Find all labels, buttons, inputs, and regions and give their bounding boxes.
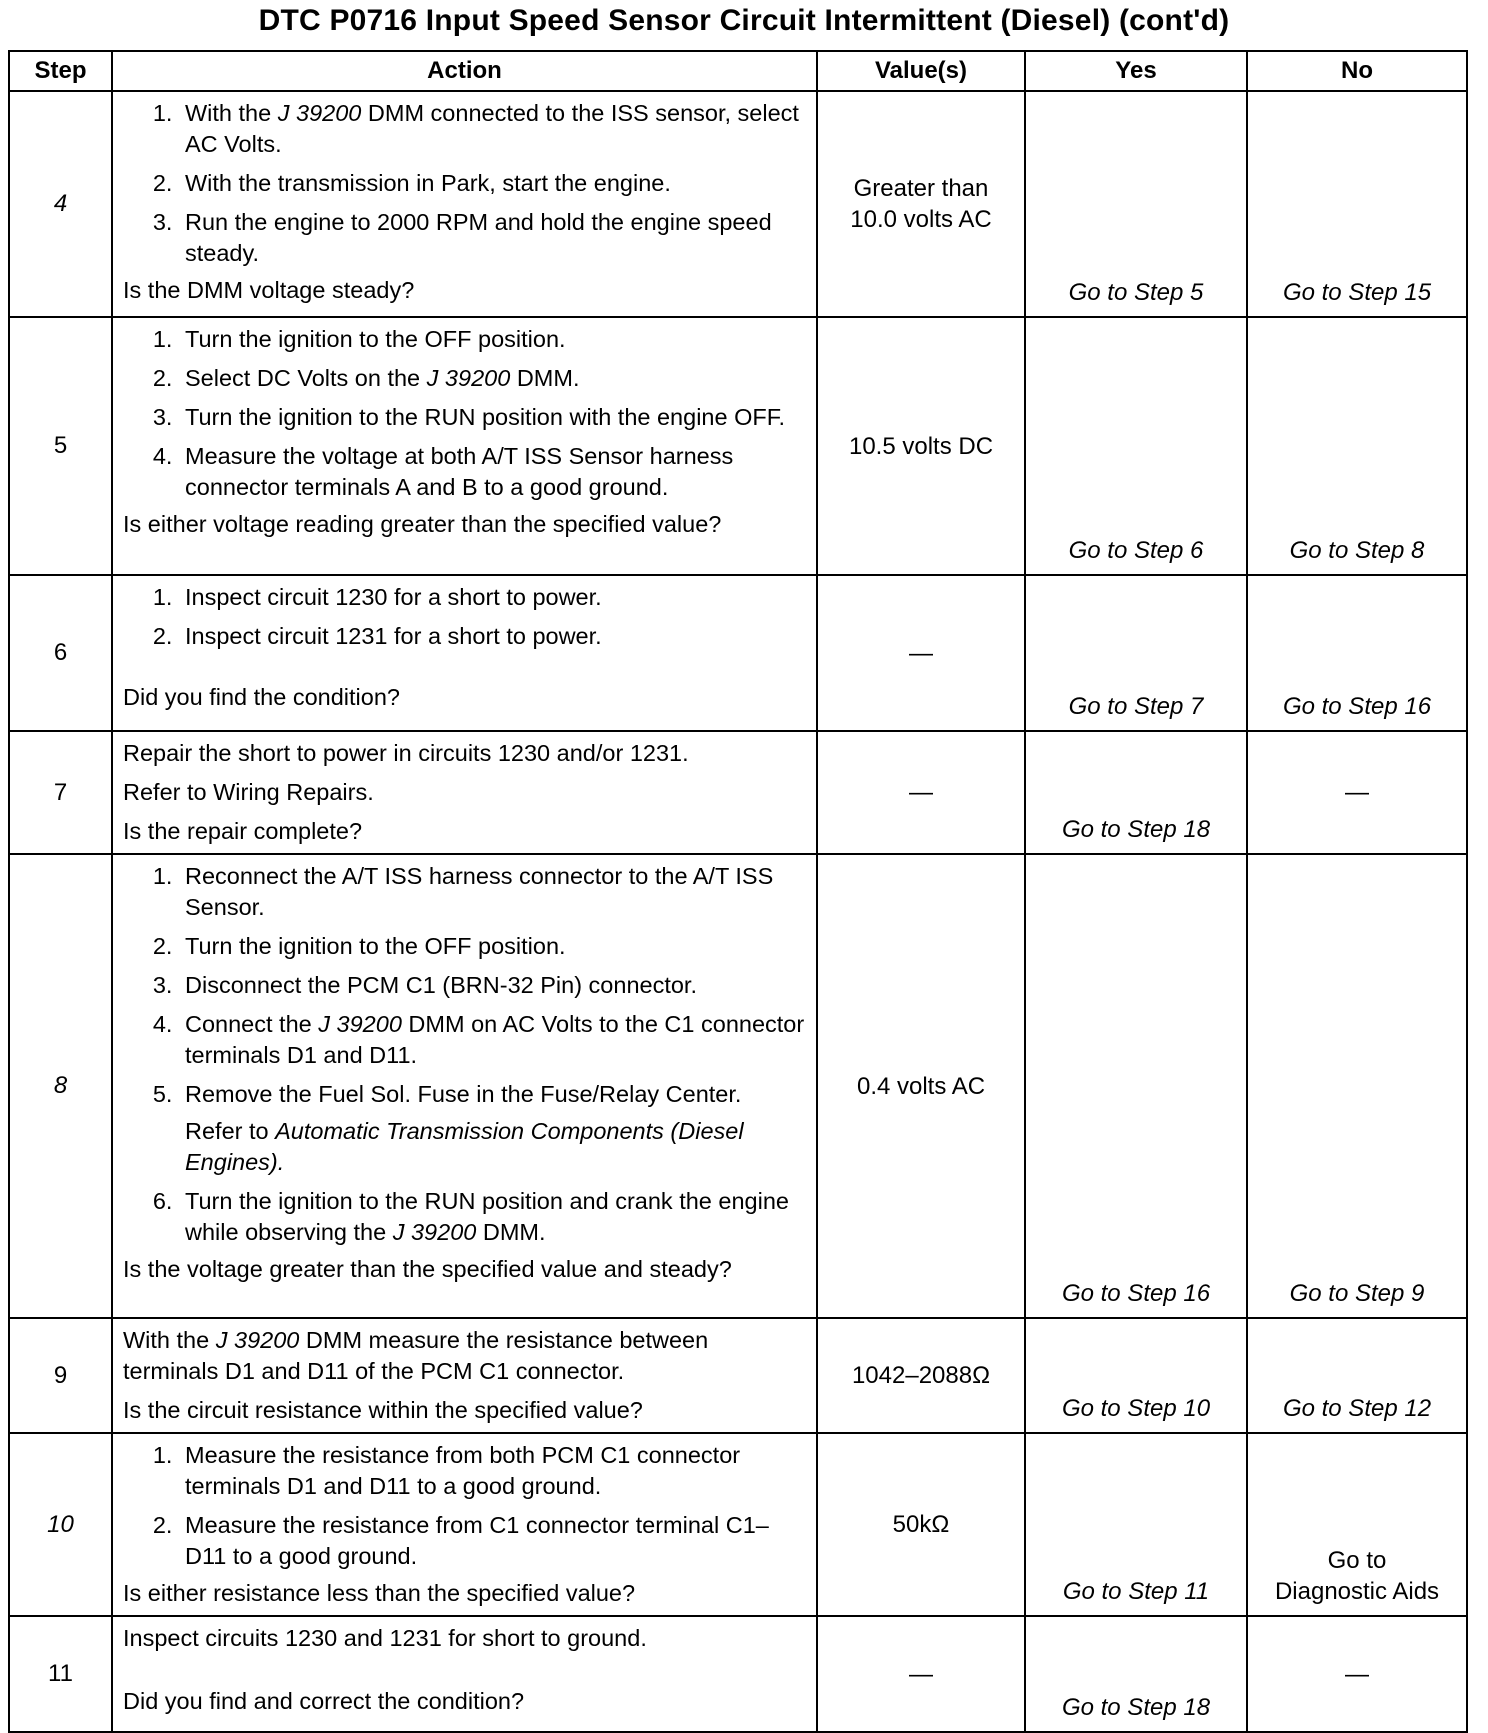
value-cell: —	[817, 1616, 1025, 1732]
yes-cell	[1025, 575, 1247, 731]
action-item: 4. Measure the voltage at both A/T ISS Sensor harness connector terminals A and B to a good ground.	[179, 441, 808, 503]
table-row	[9, 1318, 1467, 1433]
action-cell	[112, 1616, 817, 1732]
action-line: Repair the short to power in circuits 1230 and/or 1231.	[123, 740, 689, 766]
goto-link[interactable]: Go to Step 12	[1282, 1395, 1432, 1422]
action-question: Is the repair complete?	[123, 818, 363, 844]
step-number: 8	[9, 854, 112, 1318]
action-cell	[112, 1318, 817, 1433]
action-item: 1. Inspect circuit 1230 for a short to power.	[179, 582, 808, 613]
action-item: 2. Inspect circuit 1231 for a short to power.	[179, 621, 808, 652]
action-line: Refer to Wiring Repairs.	[123, 779, 374, 805]
no-cell	[1247, 91, 1467, 317]
goto-link[interactable]: Go to Step 8	[1289, 537, 1425, 564]
header-step: Step	[9, 51, 112, 91]
no-cell	[1247, 854, 1467, 1318]
action-item: 2. Measure the resistance from C1 connector terminal C1–D11 to a good ground.	[179, 1510, 808, 1572]
action-item: 4. Connect the J 39200 DMM on AC Volts to the C1 connector terminals D1 and D11.	[179, 1009, 808, 1071]
table-row	[9, 317, 1467, 575]
goto-link[interactable]: Go to Step 7	[1068, 693, 1204, 720]
table-row	[9, 854, 1467, 1318]
action-cell	[112, 91, 817, 317]
action-item: 2. With the transmission in Park, start the engine.	[179, 168, 808, 199]
header-no: No	[1247, 51, 1467, 91]
action-list	[123, 582, 808, 652]
action-item: 1. Reconnect the A/T ISS harness connector to the A/T ISS Sensor.	[179, 861, 808, 923]
action-line: Inspect circuits 1230 and 1231 for short to ground.	[123, 1625, 647, 1651]
goto-link[interactable]: Go to Step 5	[1068, 279, 1204, 306]
goto-link[interactable]: Go to Step 15	[1282, 279, 1432, 306]
no-cell	[1247, 1433, 1467, 1616]
step-number: 11	[9, 1616, 112, 1732]
step-number: 5	[9, 317, 112, 575]
action-item: 6. Turn the ignition to the RUN position and crank the engine while observing the J 39200 DMM.	[179, 1186, 808, 1248]
table-row	[9, 1616, 1467, 1732]
action-cell	[112, 1433, 817, 1616]
step-number: 10	[9, 1433, 112, 1616]
table-row	[9, 731, 1467, 854]
no-cell	[1247, 317, 1467, 575]
goto-link[interactable]: Go to Step 18	[1061, 1694, 1211, 1721]
step-number: 9	[9, 1318, 112, 1433]
yes-cell	[1025, 1616, 1247, 1732]
step-number: 6	[9, 575, 112, 731]
yes-cell	[1025, 854, 1247, 1318]
action-cell	[112, 731, 817, 854]
action-question: Is the DMM voltage steady?	[123, 277, 415, 303]
action-item: 1. Turn the ignition to the OFF position.	[179, 324, 808, 355]
action-cell	[112, 575, 817, 731]
header-action: Action	[112, 51, 817, 91]
yes-cell	[1025, 317, 1247, 575]
step-number: 4	[9, 91, 112, 317]
action-cell	[112, 854, 817, 1318]
action-item: 5. Remove the Fuel Sol. Fuse in the Fuse/Relay Center. Refer to Automatic Transmission Components (Diesel Engines).	[179, 1079, 808, 1178]
action-item: 1. Measure the resistance from both PCM C1 connector terminals D1 and D11 to a good ground.	[179, 1440, 808, 1502]
action-question: Is either voltage reading greater than the specified value?	[123, 511, 722, 537]
action-question: Is the circuit resistance within the specified value?	[123, 1397, 643, 1423]
table-row	[9, 1433, 1467, 1616]
value-cell: 10.5 volts DC	[817, 317, 1025, 575]
yes-cell	[1025, 1318, 1247, 1433]
value-cell: —	[817, 575, 1025, 731]
action-item: 2. Select DC Volts on the J 39200 DMM.	[179, 363, 808, 394]
goto-link[interactable]: Go to Step 16	[1282, 693, 1432, 720]
diagnostic-table	[8, 50, 1468, 1733]
refer-link[interactable]: Automatic Transmission Components (Diesel Engines).	[185, 1118, 744, 1175]
goto-link[interactable]: Go to Step 9	[1289, 1280, 1425, 1307]
action-list	[123, 1440, 808, 1572]
no-cell	[1247, 575, 1467, 731]
yes-cell	[1025, 1433, 1247, 1616]
goto-link[interactable]: Go to Diagnostic Aids	[1274, 1547, 1440, 1605]
value-cell: —	[817, 731, 1025, 854]
action-item: 2. Turn the ignition to the OFF position.	[179, 931, 808, 962]
yes-cell	[1025, 91, 1247, 317]
action-item: 3. Disconnect the PCM C1 (BRN-32 Pin) connector.	[179, 970, 808, 1001]
goto-link[interactable]: Go to Step 18	[1061, 816, 1211, 843]
action-question: Did you find the condition?	[123, 684, 400, 710]
goto-link[interactable]: Go to Step 16	[1061, 1280, 1211, 1307]
action-list	[123, 98, 808, 269]
goto-link[interactable]: Go to Step 10	[1061, 1395, 1211, 1422]
no-cell	[1247, 1318, 1467, 1433]
table-row	[9, 91, 1467, 317]
header-yes: Yes	[1025, 51, 1247, 91]
action-cell	[112, 317, 817, 575]
no-cell: —	[1247, 1616, 1467, 1732]
no-cell: —	[1247, 731, 1467, 854]
action-question: Did you find and correct the condition?	[123, 1688, 525, 1714]
goto-link[interactable]: Go to Step 6	[1068, 537, 1204, 564]
page-title: DTC P0716 Input Speed Sensor Circuit Intermittent (Diesel) (cont'd)	[258, 4, 1230, 37]
value-cell: 0.4 volts AC	[817, 854, 1025, 1318]
value-cell: 50kΩ	[817, 1433, 1025, 1616]
action-line: With the J 39200 DMM measure the resistance between terminals D1 and D11 of the PCM C1 connector.	[123, 1327, 709, 1384]
action-list	[123, 861, 808, 1248]
value-cell: Greater than 10.0 volts AC	[817, 91, 1025, 317]
action-item: 3. Turn the ignition to the RUN position with the engine OFF.	[179, 402, 808, 433]
value-cell: 1042–2088Ω	[817, 1318, 1025, 1433]
action-list	[123, 324, 808, 503]
action-question: Is the voltage greater than the specified value and steady?	[123, 1256, 732, 1282]
goto-link[interactable]: Go to Step 11	[1062, 1578, 1210, 1605]
table-row	[9, 575, 1467, 731]
refer-note: Refer to Automatic Transmission Components (Diesel Engines).	[185, 1118, 744, 1175]
header-row	[9, 51, 1467, 91]
step-number: 7	[9, 731, 112, 854]
yes-cell	[1025, 731, 1247, 854]
action-item: 1. With the J 39200 DMM connected to the ISS sensor, select AC Volts.	[179, 98, 808, 160]
header-values: Value(s)	[817, 51, 1025, 91]
action-item: 3. Run the engine to 2000 RPM and hold the engine speed steady.	[179, 207, 808, 269]
action-question: Is either resistance less than the specified value?	[123, 1580, 636, 1606]
